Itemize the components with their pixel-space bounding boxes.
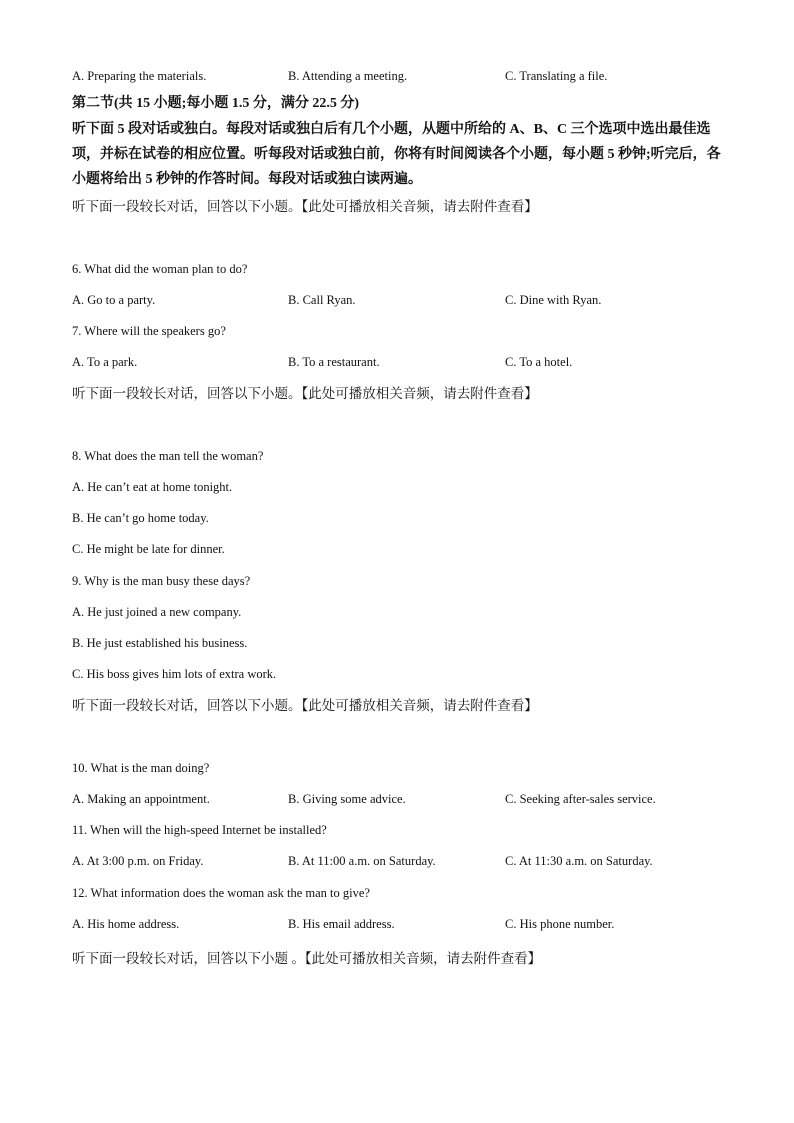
q10-option-a: A. Making an appointment. (72, 792, 210, 806)
q6-option-c: C. Dine with Ryan. (505, 293, 602, 307)
option-c: C. Translating a file. (505, 69, 608, 83)
q11-option-b: B. At 11:00 a.m. on Saturday. (288, 854, 436, 868)
audio-note-2: 听下面一段较长对话，回答以下小题。【此处可播放相关音频，请去附件查看】 (72, 386, 538, 401)
option-b: B. Attending a meeting. (288, 69, 408, 83)
question-11-stem: 11. When will the high-speed Internet be installed? (72, 823, 327, 837)
question-10-stem: 10. What is the man doing? (72, 761, 210, 775)
q12-option-b: B. His email address. (288, 917, 395, 931)
q12-option-a: A. His home address. (72, 917, 180, 931)
q11-option-c: C. At 11:30 a.m. on Saturday. (505, 854, 653, 868)
option-a: A. Preparing the materials. (72, 69, 207, 83)
q12-option-c: C. His phone number. (505, 917, 615, 931)
q10-option-b: B. Giving some advice. (288, 792, 406, 806)
q9-option-b: B. He just established his business. (72, 636, 248, 650)
question-8-stem: 8. What does the man tell the woman? (72, 449, 264, 463)
q8-option-b: B. He can’t go home today. (72, 511, 209, 525)
q9-option-a: A. He just joined a new company. (72, 605, 242, 619)
q11-option-a: A. At 3:00 p.m. on Friday. (72, 854, 204, 868)
question-12-stem: 12. What information does the woman ask the man to give? (72, 886, 370, 900)
question-12-options (72, 916, 752, 932)
question-11-options (72, 853, 752, 869)
q8-option-a: A. He can’t eat at home tonight. (72, 480, 233, 494)
q7-option-b: B. To a restaurant. (288, 355, 380, 369)
audio-note-3: 听下面一段较长对话，回答以下小题。【此处可播放相关音频，请去附件查看】 (72, 698, 538, 713)
q6-option-b: B. Call Ryan. (288, 293, 356, 307)
q6-option-a: A. Go to a party. (72, 293, 156, 307)
section-heading: 第二节(共 15 小题;每小题 1.5 分，满分 22.5 分) (72, 96, 359, 111)
audio-note-1: 听下面一段较长对话，回答以下小题。【此处可播放相关音频，请去附件查看】 (72, 199, 538, 214)
question-6-stem: 6. What did the woman plan to do? (72, 262, 248, 276)
q9-option-c: C. His boss gives him lots of extra work. (72, 667, 277, 681)
section-instructions: 听下面 5 段对话或独白。每段对话或独白后有几个小题，从题中所给的 A、B、C 三个选项中选出最佳选项，并标在试卷的相应位置。听每段对话或独白前，你将有时间阅读各个小题，每小题 5 秒钟;听完后，各小题将给出 5 秒钟的作答时间。每段对话或独白读两遍。 (72, 122, 721, 187)
question-6-options (72, 292, 752, 308)
question-9-stem: 9. Why is the man busy these days? (72, 574, 251, 588)
audio-note-4: 听下面一段较长对话，回答以下小题 。【此处可播放相关音频，请去附件查看】 (72, 951, 542, 966)
question-7-stem: 7. Where will the speakers go? (72, 324, 226, 338)
q7-option-a: A. To a park. (72, 355, 138, 369)
q8-option-c: C. He might be late for dinner. (72, 542, 225, 556)
question-7-options (72, 354, 752, 370)
q10-option-c: C. Seeking after-sales service. (505, 792, 656, 806)
question-10-options (72, 791, 752, 807)
top-options-row (72, 68, 752, 84)
q7-option-c: C. To a hotel. (505, 355, 573, 369)
